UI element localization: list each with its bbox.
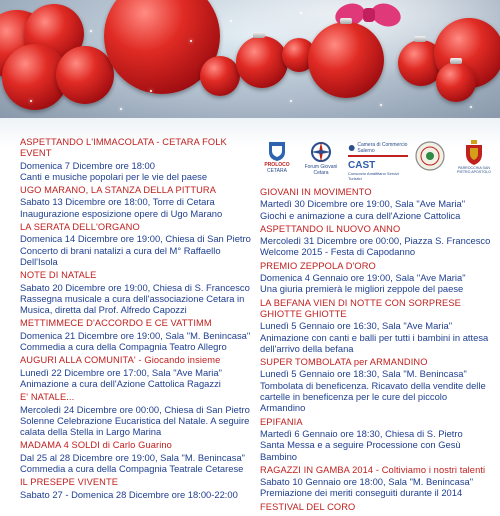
snowflake xyxy=(190,40,192,42)
shield-icon xyxy=(266,140,288,162)
parrocchia-logo xyxy=(456,140,492,174)
event-item xyxy=(20,137,260,182)
cast-sub: Consorzio Amalfitano Servizi Turistici xyxy=(348,171,399,181)
event-desc: Inaugurazione esposizione opere di Ugo Marano xyxy=(20,207,223,219)
event-title: GIOVANI IN MOVIMENTO xyxy=(260,187,372,197)
event-item xyxy=(20,392,260,437)
event-item xyxy=(260,417,492,462)
event-desc: Commedia a cura della Compagnia Teatrale Cetarese xyxy=(20,463,244,475)
flag-icon xyxy=(348,143,355,153)
event-when: Lunedì 5 Gennaio ore 18:30, Sala "M. Benincasa" xyxy=(260,368,467,380)
compass-icon xyxy=(309,140,333,164)
bauble xyxy=(200,56,240,96)
proloco-logo xyxy=(262,140,292,174)
events-column-left xyxy=(20,137,260,503)
events-column-right xyxy=(260,187,492,516)
camera-commercio-logo xyxy=(348,142,408,181)
event-when: Dal 25 al 28 Dicembre ore 19:00, Sala "M. Benincasa" xyxy=(20,451,246,463)
event-item xyxy=(260,502,492,513)
snowflake xyxy=(30,100,32,102)
forum-logo xyxy=(298,140,344,176)
snowflake xyxy=(230,20,232,22)
event-when: Sabato 27 - Domenica 28 Dicembre ore 18:00-22:00 xyxy=(20,488,238,500)
bauble-cap xyxy=(340,18,352,24)
event-desc: Santa Messa e a seguire Processione con Gesù Bambino xyxy=(260,439,461,462)
event-item xyxy=(20,270,260,315)
cast-logo: CAST xyxy=(348,160,376,171)
bauble-cap xyxy=(253,32,265,38)
snowflake xyxy=(90,30,92,32)
event-desc: Canti e musiche popolari per le vie del paese xyxy=(20,170,208,182)
event-title: ASPETTANDO L'IMMACOLATA - CETARA FOLK EVENT xyxy=(20,137,227,159)
seal-icon xyxy=(414,140,446,172)
camera-name: Camera di Commercio Salerno xyxy=(357,142,408,154)
bauble-cap xyxy=(414,36,426,42)
event-when: Domenica 4 Gennaio ore 19:00, Sala "Ave Maria" xyxy=(260,272,466,284)
snowflake xyxy=(300,12,302,14)
event-item xyxy=(20,222,260,267)
event-desc: Commedia a cura della Compagnia Teatro Allegro xyxy=(20,341,227,353)
event-title: RAGAZZI IN GAMBA 2014 - Coltiviamo i nostri talenti xyxy=(260,464,486,475)
event-title: AUGURI ALLA COMUNITA' - Giocando insieme xyxy=(20,355,221,366)
event-desc: Animazione a cura dell'Azione Cattolica Ragazzi xyxy=(20,377,221,389)
event-when: Mercoledì 31 Dicembre ore 00:00, Piazza S. Francesco xyxy=(260,235,491,247)
christmas-banner xyxy=(0,0,500,118)
sponsor-logos xyxy=(262,140,492,180)
event-title: NOTE DI NATALE xyxy=(20,270,97,281)
event-title: SUPER TOMBOLATA per ARMANDINO xyxy=(260,357,428,368)
event-when: Mercoledì 24 Dicembre ore 00:00, Chiesa di San Pietro xyxy=(20,403,250,415)
event-desc: Animazione con canti e balli per tutti i bambini in attesa dell'arrivo della befana xyxy=(260,331,489,354)
parrocchia-name: PARROCCHIA SAN PIETRO APOSTOLO xyxy=(457,166,491,175)
bauble xyxy=(436,62,476,102)
forum-name: Forum Giovani Cetara xyxy=(304,164,338,176)
event-desc: Welcome 2015 - Festa di Capodanno xyxy=(260,246,416,258)
event-when: Sabato 10 Gennaio ore 18:00, Sala "M. Benincasa" xyxy=(260,476,474,488)
proloco-name: PROLOCO xyxy=(264,162,290,168)
event-title: E' NATALE... xyxy=(20,392,75,403)
event-item xyxy=(260,261,492,295)
event-item xyxy=(260,298,492,354)
event-title: LA BEFANA VIEN DI NOTTE CON SORPRESE GHIOTTE GHIOTTE xyxy=(260,297,461,319)
event-title: MADAMA 4 SOLDI di Carlo Guarino xyxy=(20,440,172,451)
snowflake xyxy=(470,106,472,108)
event-desc: Concerto di brani natalizi a cura del M° Raffaello Dell'Isola xyxy=(20,244,221,267)
event-item xyxy=(20,440,260,474)
event-when: Domenica 7 Dicembre ore 18:00 xyxy=(20,159,155,171)
event-title: PREMIO ZEPPOLA D'ORO xyxy=(260,260,376,271)
event-title: FESTIVAL DEL CORO xyxy=(260,501,356,512)
event-desc: Giochi e animazione a cura dell'Azione Cattolica xyxy=(260,209,461,221)
event-item xyxy=(20,185,260,219)
event-when: Martedì 6 Gennaio ore 18:30, Chiesa di S. Pietro xyxy=(260,427,463,439)
snowflake xyxy=(380,104,382,106)
event-item xyxy=(260,357,492,413)
snowflake xyxy=(290,100,292,102)
event-item xyxy=(20,318,260,352)
event-when: Sabato 13 Dicembre ore 18:00, Torre di Cetara xyxy=(20,196,215,208)
snowflake xyxy=(150,90,152,92)
event-title: UGO MARANO, LA STANZA DELLA PITTURA xyxy=(20,185,217,196)
event-when: Sabato 20 Dicembre ore 19:00, Chiesa di S. Francesco xyxy=(20,281,250,293)
seal-logo xyxy=(414,140,448,177)
event-when: Martedì 30 Dicembre ore 19:00, Sala "Ave Maria" xyxy=(260,198,466,210)
event-when: Domenica 14 Dicembre ore 19:00, Chiesa di San Pietro xyxy=(20,233,251,245)
event-item xyxy=(260,187,492,221)
event-item xyxy=(20,477,260,500)
event-item xyxy=(260,224,492,258)
bauble xyxy=(308,22,384,98)
event-when: Lunedì 22 Dicembre ore 17:00, Sala "Ave Maria" xyxy=(20,366,222,378)
event-item xyxy=(260,465,492,499)
event-desc: Solenne Celebrazione Eucaristica del Natale. A seguire calata della Stella in Largo Marina xyxy=(20,414,250,438)
bauble-cap xyxy=(450,58,462,64)
event-desc: Premiazione dei meriti conseguiti durante il 2014 xyxy=(260,487,463,499)
event-title: IL PRESEPE VIVENTE xyxy=(20,477,119,488)
proloco-sub: CETARA xyxy=(267,168,287,174)
event-item xyxy=(20,355,260,389)
snowflake xyxy=(120,108,122,110)
event-desc: Rassegna musicale a cura dell'associazione Cetara in Musica, diretta dal Prof. Alfredo Capozzi xyxy=(20,292,245,316)
event-when: Lunedì 5 Gennaio ore 16:30, Sala "Ave Maria" xyxy=(260,320,453,332)
event-desc: Una giuria premierà le migliori zeppole del paese xyxy=(260,283,464,295)
event-title: METTIMMECE D'ACCORDO E CE VATTIMM xyxy=(20,318,212,329)
event-title: EPIFANIA xyxy=(260,416,303,427)
event-desc: Tombolata di beneficenza. Ricavato della vendite delle cartelle in beneficenza per le cure del piccolo Armandino xyxy=(260,379,486,414)
bauble xyxy=(236,36,288,88)
bauble xyxy=(56,46,114,104)
event-when: Domenica 21 Dicembre ore 19:00, Sala "M. Benincasa" xyxy=(20,329,251,341)
event-title: ASPETTANDO IL NUOVO ANNO xyxy=(260,223,401,234)
coat-of-arms-icon xyxy=(462,140,486,166)
event-title: LA SERATA DELL'ORGANO xyxy=(20,222,140,233)
